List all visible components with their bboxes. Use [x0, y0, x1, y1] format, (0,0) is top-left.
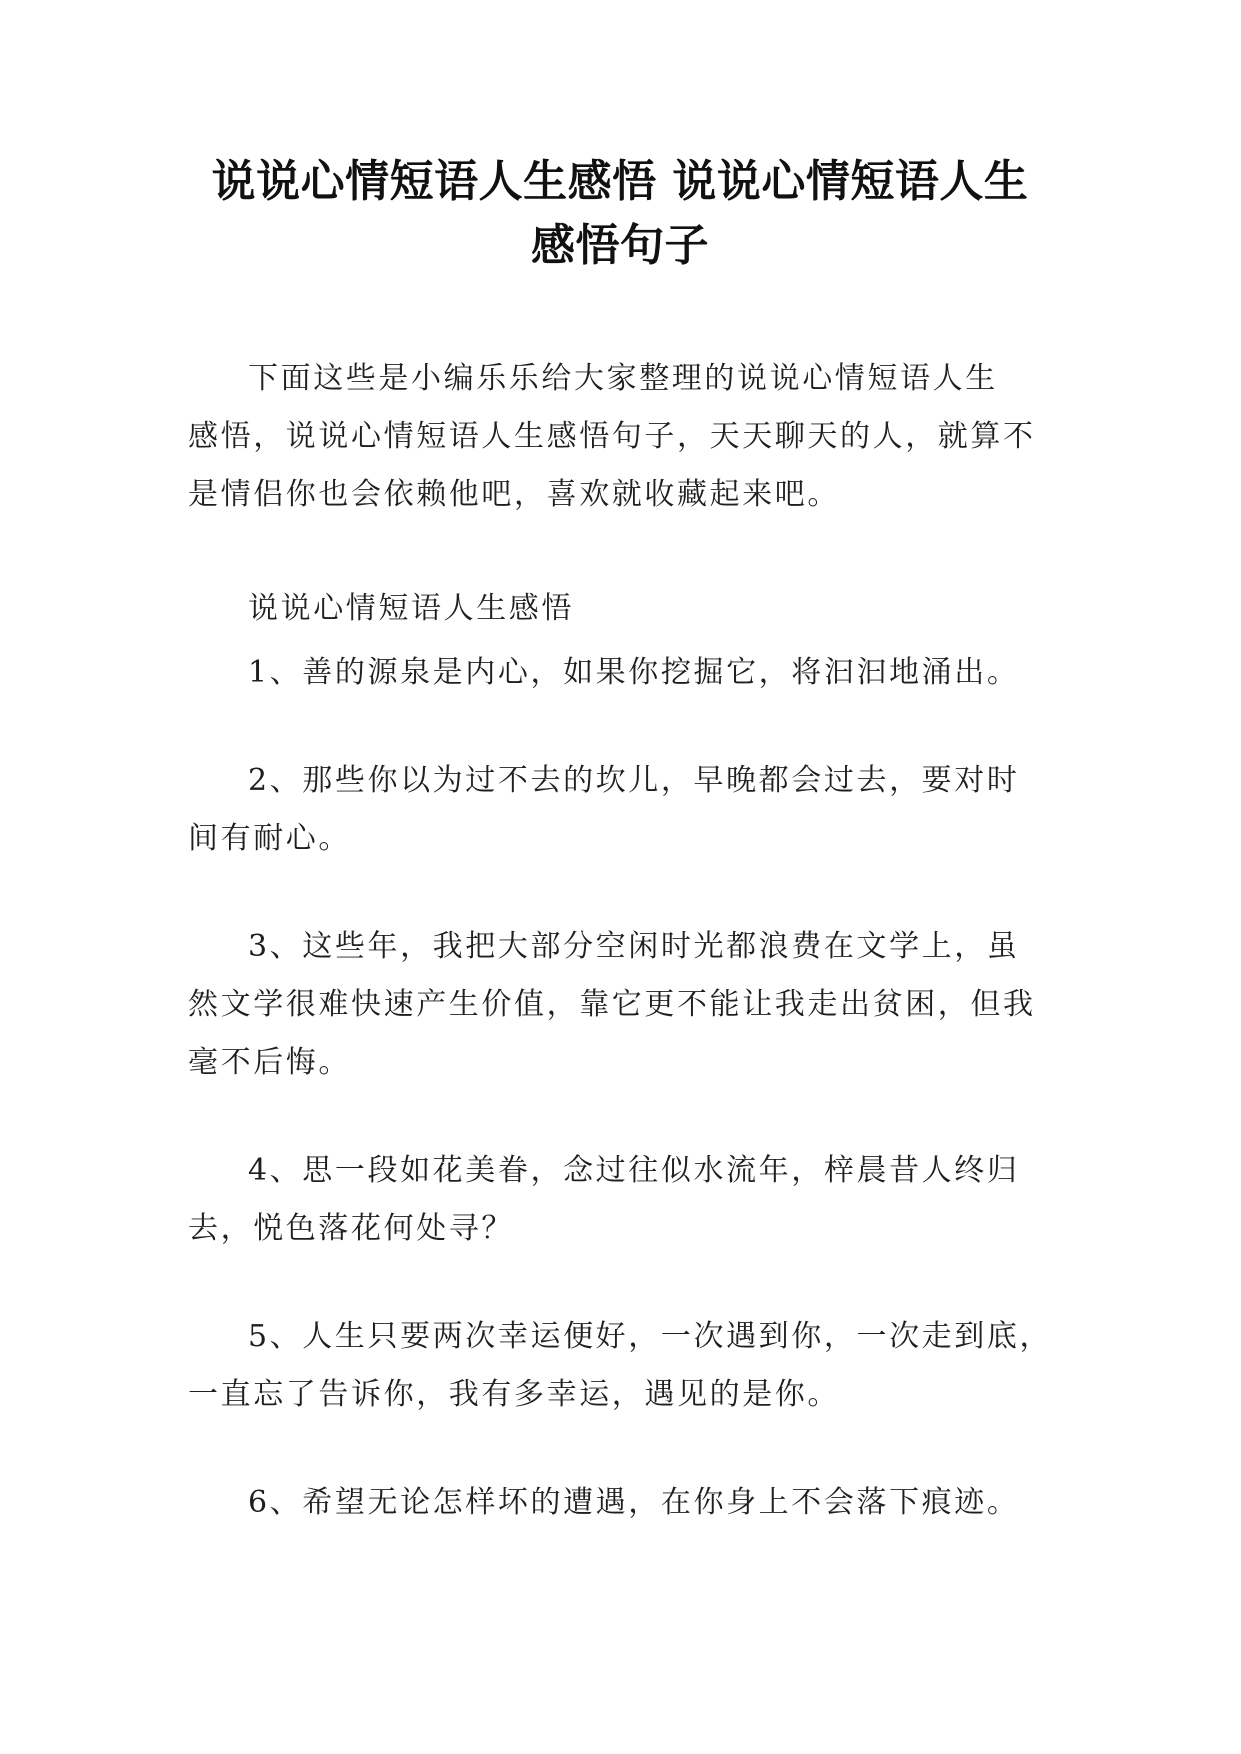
- document-title: [170, 150, 1070, 278]
- item-2-line-1: 2、那些你以为过不去的坎儿，早晚都会过去，要对时: [248, 763, 1020, 798]
- item-6-line-1: 6、希望无论怎样坏的遭遇，在你身上不会落下痕迹。: [248, 1485, 1020, 1520]
- item-4-line-2: 去，悦色落花何处寻？: [188, 1211, 514, 1246]
- item-3-line-1: 3、这些年，我把大部分空闲时光都浪费在文学上，虽: [248, 929, 1020, 964]
- item-3-line-3: 毫不后悔。: [188, 1045, 351, 1080]
- intro-line-3: 是情侣你也会依赖他吧，喜欢就收藏起来吧。: [188, 477, 840, 512]
- list-item-5: [188, 1308, 1054, 1424]
- list-item-2: [188, 752, 1054, 868]
- item-2-line-2: 间有耐心。: [188, 821, 351, 856]
- intro-line-2: 感悟，说说心情短语人生感悟句子，天天聊天的人，就算不: [188, 419, 1036, 454]
- list-item-3: [188, 918, 1054, 1092]
- intro-line-1: 下面这些是小编乐乐给大家整理的说说心情短语人生: [248, 361, 998, 396]
- list-item-6: [188, 1474, 1054, 1532]
- section-heading: [188, 580, 1054, 638]
- title-line-1: 说说心情短语人生感悟 说说心情短语人生: [211, 156, 1029, 207]
- list-item-4: [188, 1142, 1054, 1258]
- list-item-1: [188, 644, 1054, 702]
- section-heading-text: 说说心情短语人生感悟: [248, 591, 574, 626]
- item-3-line-2: 然文学很难快速产生价值，靠它更不能让我走出贫困，但我: [188, 987, 1036, 1022]
- item-5-line-1: 5、人生只要两次幸运便好，一次遇到你，一次走到底，: [248, 1319, 1053, 1354]
- item-4-line-1: 4、思一段如花美眷，念过往似水流年，梓晨昔人终归: [248, 1153, 1020, 1188]
- item-5-line-2: 一直忘了告诉你，我有多幸运，遇见的是你。: [188, 1377, 840, 1412]
- document-body: [188, 350, 1054, 1532]
- item-1-line-1: 1、善的源泉是内心，如果你挖掘它，将汩汩地涌出。: [248, 655, 1020, 690]
- intro-paragraph: [188, 350, 1054, 524]
- title-line-2: 感悟句子: [531, 220, 709, 271]
